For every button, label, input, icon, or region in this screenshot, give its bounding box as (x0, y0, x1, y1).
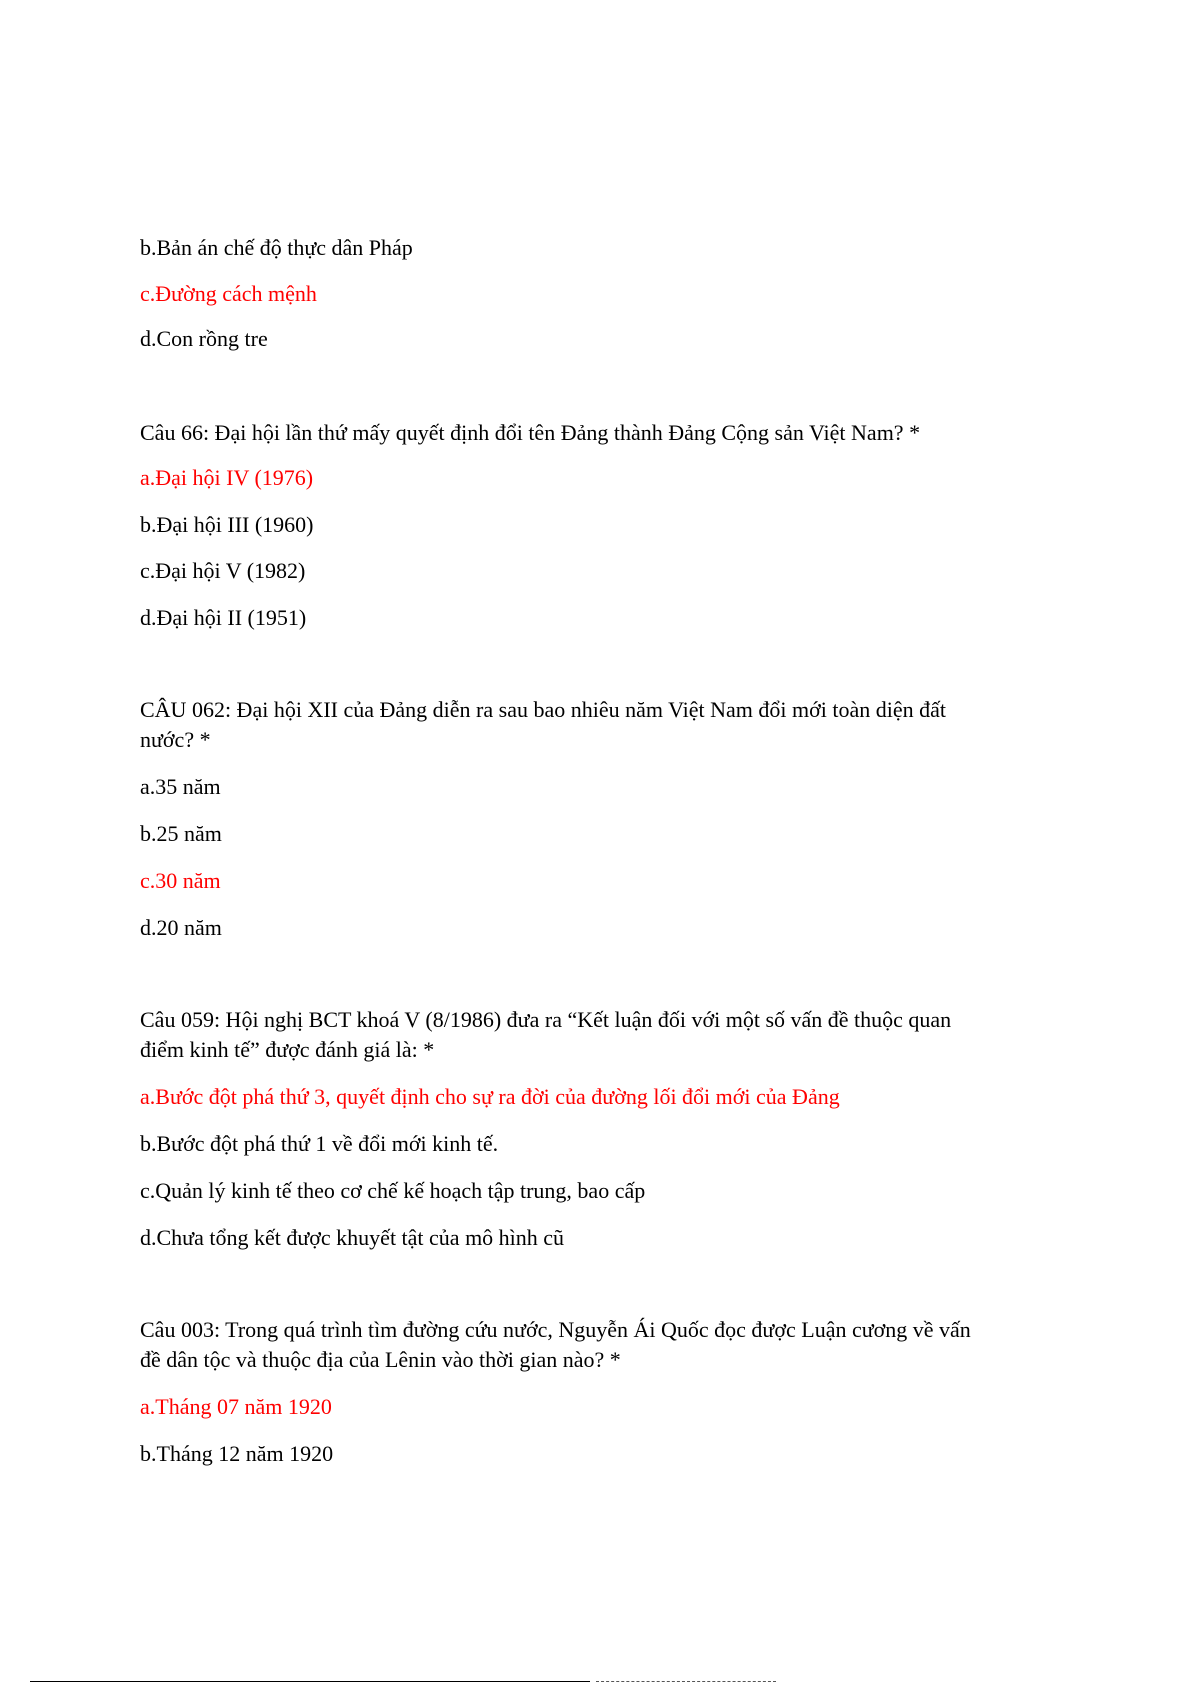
question-062-option-a: a.35 năm (140, 774, 221, 799)
question-062-option-b: b.25 năm (140, 821, 222, 846)
question-062-text-line2: nước? * (140, 727, 211, 752)
question-062-option-c: c.30 năm (140, 868, 221, 893)
question-003-option-a: a.Tháng 07 năm 1920 (140, 1394, 332, 1419)
q-prev-option-c: c.Đường cách mệnh (140, 281, 317, 306)
question-66-option-b: b.Đại hội III (1960) (140, 512, 314, 537)
question-059-option-c: c.Quản lý kinh tế theo cơ chế kế hoạch tập trung, bao cấp (140, 1178, 646, 1203)
question-059-option-d: d.Chưa tổng kết được khuyết tật của mô hình cũ (140, 1225, 565, 1250)
question-66-option-c: c.Đại hội V (1982) (140, 558, 306, 583)
question-66-option-d: d.Đại hội II (1951) (140, 605, 307, 630)
question-003-text-line1: Câu 003: Trong quá trình tìm đường cứu nước, Nguyễn Ái Quốc đọc được Luận cương về vấn (140, 1317, 971, 1342)
question-66-option-a: a.Đại hội IV (1976) (140, 465, 314, 490)
q-prev-option-d: d.Con rồng tre (140, 326, 268, 351)
footer-divider (30, 1681, 590, 1682)
question-059-option-b: b.Bước đột phá thứ 1 về đổi mới kinh tế. (140, 1131, 499, 1156)
question-059-text-line2: điểm kinh tế” được đánh giá là: * (140, 1037, 435, 1062)
q-prev-option-b: b.Bản án chế độ thực dân Pháp (140, 235, 413, 260)
footer-divider-dotted (596, 1681, 776, 1682)
question-062-option-d: d.20 năm (140, 915, 222, 940)
question-059-option-a: a.Bước đột phá thứ 3, quyết định cho sự ra đời của đường lối đổi mới của Đảng (140, 1084, 840, 1109)
question-66-text: Câu 66: Đại hội lần thứ mấy quyết định đổi tên Đảng thành Đảng Cộng sản Việt Nam? * (140, 420, 921, 445)
question-003-text-line2: đề dân tộc và thuộc địa của Lênin vào thời gian nào? * (140, 1347, 621, 1372)
question-062-text-line1: CÂU 062: Đại hội XII của Đảng diễn ra sau bao nhiêu năm Việt Nam đổi mới toàn diện đất (140, 697, 946, 722)
question-003-option-b: b.Tháng 12 năm 1920 (140, 1441, 334, 1466)
question-059-text-line1: Câu 059: Hội nghị BCT khoá V (8/1986) đưa ra “Kết luận đối với một số vấn đề thuộc quan (140, 1007, 952, 1032)
